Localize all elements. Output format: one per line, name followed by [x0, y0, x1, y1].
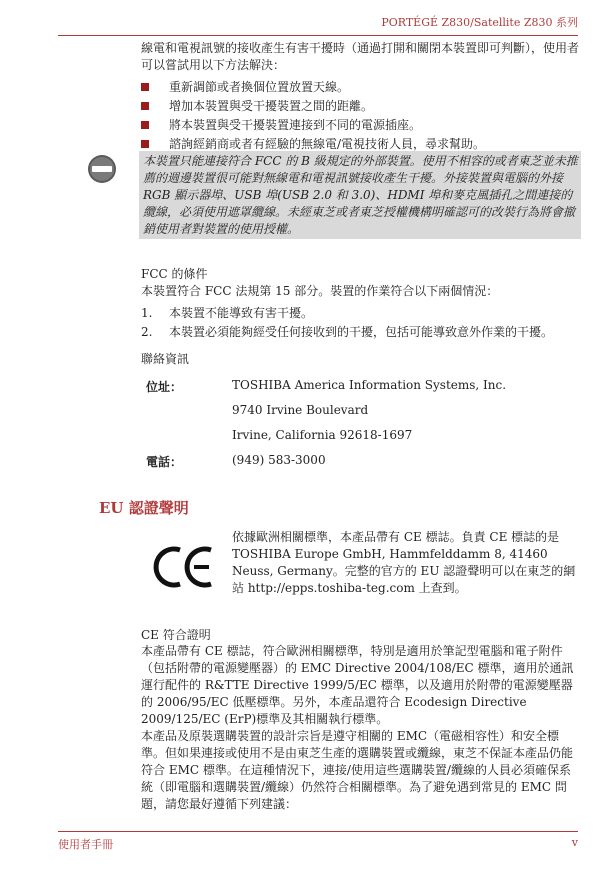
square-bullet-icon	[141, 140, 149, 148]
list-item: 1. 本裝置不能導致有害干擾。	[141, 306, 314, 320]
list-item: 將本裝置與受干擾裝置連接到不同的電源插座。	[141, 116, 581, 135]
list-item: 增加本裝置與受干擾裝置之間的距離。	[141, 97, 581, 116]
phone-label: 電話：	[146, 455, 183, 469]
address-line: Irvine, California 92618-1697	[232, 428, 413, 442]
footer-rule	[58, 831, 578, 832]
list-item: 2. 本裝置必須能夠經受任何接收到的干擾，包括可能導致意外作業的干擾。	[141, 325, 554, 339]
emc-paragraph: 本產品及原裝選購裝置的設計宗旨是遵守相關的 EMC（電磁相容性）和安全標準。但如果連接或使用不是由東芝生產的選購裝置或纜線，東芝不保証本產品仍能符合 EMC 標準。在這種情況下，連接/使用這些選購裝置/纜線的人員必須確保系統（即電腦和選購裝置/纜線）仍然符合相關標準。為了避免遇到常見的 EMC 問題，請您最好遵循下列建議：	[141, 729, 574, 811]
ce-mark-icon	[153, 544, 217, 590]
compliance-paragraph: 本產品帶有 CE 標誌，符合歐洲相關標準，特別是適用於筆記型電腦和電子附件（包括附帶的電源變壓器）的 EMC Directive 2004/108/EC 標準，適用於通訊運行配件的 R&TTE Directive 1999/5/EC 標準，以及適用於附帶的電源變壓器的 2006/95/EC 低壓標準。另外，本產品還符合 Ecodesign Directive 2009/125/EC (ErP)標準及其相關執行標準。	[141, 644, 574, 726]
address-line: 9740 Irvine Boulevard	[232, 403, 369, 417]
square-bullet-icon	[141, 121, 149, 129]
address-line: TOSHIBA America Information Systems, Inc.	[232, 378, 507, 392]
page-number: v	[571, 836, 578, 849]
square-bullet-icon	[141, 102, 149, 110]
address-label: 位址：	[146, 380, 183, 394]
footer-title: 使用者手冊	[58, 838, 113, 851]
header-rule	[58, 35, 578, 36]
note-text: 本裝置只能連接符合 FCC 的 B 級規定的外部裝置。使用不相容的或者東芝並未推薦的週邊裝置很可能對無線電和電視訊號接收產生干擾。外接裝置與電腦的外接 RGB 顯示器埠、USB 埠(USB 2.0 和 3.0)、HDMI 埠和麥克風插孔之間連接的纜線，必須使用遮罩纜線。未經東芝或者東芝授權機構明確認可的改裝行為將會撤銷使用者對裝置的使用授權。	[143, 154, 578, 236]
fcc-conditions-list	[141, 304, 601, 342]
section-title: EU 認證聲明	[99, 499, 189, 517]
intro-paragraph: 線電和電視訊號的接收產生有害干擾時（通過打開和關閉本裝置即可判斷），使用者可以嘗試用以下方法解決：	[141, 41, 580, 72]
contact-heading: 聯絡資訊	[141, 352, 190, 366]
list-item: 諮詢經銷商或者有經驗的無線電/電視技術人員，尋求幫助。	[141, 135, 581, 154]
compliance-heading: CE 符合證明	[141, 628, 211, 642]
ce-paragraph: 依據歐洲相關標準，本產品帶有 CE 標誌。負責 CE 標誌的是 TOSHIBA Europe GmbH, Hammfelddamm 8, 41460 Neuss, Germany。完整的官方的 EU 認證聲明可以在東芝的網站 http://epps.toshiba-teg.com 上查到。	[232, 530, 576, 595]
no-entry-icon	[87, 154, 117, 184]
list-item: 重新調節或者換個位置放置天線。	[141, 78, 581, 97]
remedy-list	[141, 78, 581, 154]
fcc-heading: FCC 的條件	[141, 267, 208, 281]
square-bullet-icon	[141, 83, 149, 91]
running-header-title: PORTÉGÉ Z830/Satellite Z830 系列	[381, 16, 578, 29]
phone-number: (949) 583-3000	[232, 453, 326, 467]
fcc-paragraph: 本裝置符合 FCC 法規第 15 部分。裝置的作業符合以下兩個情況：	[141, 284, 499, 298]
